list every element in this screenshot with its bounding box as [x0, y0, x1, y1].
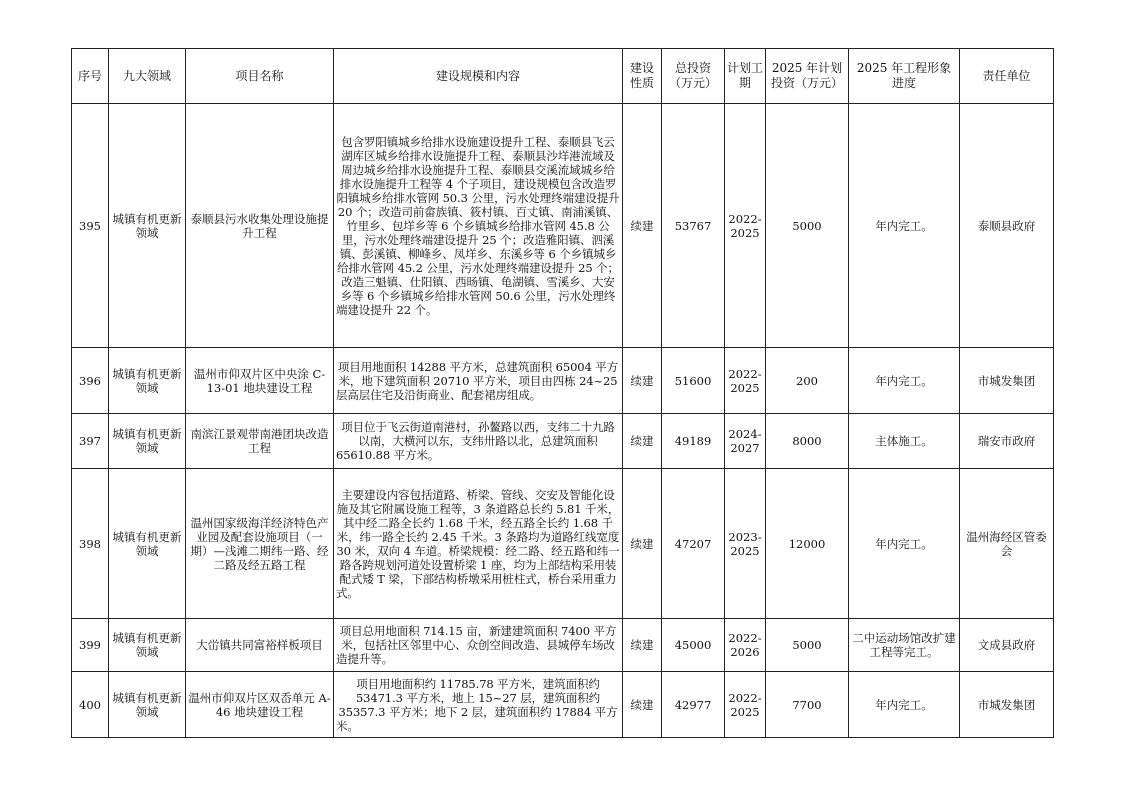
cell-name: 南滨江景观带南港团块改造工程: [186, 414, 334, 469]
cell-plan2025: 5000: [766, 619, 849, 672]
cell-name: 温州国家级海洋经济特色产业园及配套设施项目（一期）—浅滩二期纬一路、经二路及经五路工程: [186, 469, 334, 619]
cell-content: 项目用地面积 14288 平方米，总建筑面积 65004 平方米，地下建筑面积 20710 平方米，项目由四栋 24~25 层高层住宅及沿街商业、配套裙房组成。: [334, 348, 623, 414]
cell-content: 项目用地面积约 11785.78 平方米，建筑面积约 53471.3 平方米，地上 15~27 层，建筑面积约 35357.3 平方米；地下 2 层，建筑面积约 17884 平方米。: [334, 672, 623, 738]
cell-name: 泰顺县污水收集处理设施提升工程: [186, 104, 334, 348]
cell-seq: 400: [72, 672, 109, 738]
table-row: [72, 348, 1054, 414]
cell-seq: 396: [72, 348, 109, 414]
cell-unit: 文成县政府: [960, 619, 1054, 672]
cell-domain: 城镇有机更新领域: [109, 619, 186, 672]
cell-unit: 市城发集团: [960, 348, 1054, 414]
cell-period: 2022-2026: [725, 619, 766, 672]
cell-name: 温州市仰双片区中央涂 C-13-01 地块建设工程: [186, 348, 334, 414]
cell-name: 温州市仰双片区双岙单元 A-46 地块建设工程: [186, 672, 334, 738]
header-domain: 九大领域: [109, 49, 186, 104]
cell-nature: 续建: [623, 348, 662, 414]
header-name: 项目名称: [186, 49, 334, 104]
cell-domain: 城镇有机更新领域: [109, 348, 186, 414]
cell-nature: 续建: [623, 672, 662, 738]
cell-progress2025: 年内完工。: [849, 104, 960, 348]
cell-period: 2022-2025: [725, 104, 766, 348]
cell-domain: 城镇有机更新领域: [109, 469, 186, 619]
table-row: [72, 414, 1054, 469]
cell-period: 2022-2025: [725, 672, 766, 738]
cell-total: 45000: [662, 619, 725, 672]
cell-unit: 温州海经区管委会: [960, 469, 1054, 619]
cell-seq: 398: [72, 469, 109, 619]
cell-total: 42977: [662, 672, 725, 738]
table-row: [72, 672, 1054, 738]
header-progress2025: 2025 年工程形象进度: [849, 49, 960, 104]
cell-plan2025: 7700: [766, 672, 849, 738]
cell-seq: 397: [72, 414, 109, 469]
cell-progress2025: 年内完工。: [849, 469, 960, 619]
cell-period: 2022-2025: [725, 348, 766, 414]
cell-nature: 续建: [623, 619, 662, 672]
cell-seq: 395: [72, 104, 109, 348]
cell-total: 47207: [662, 469, 725, 619]
cell-period: 2023-2025: [725, 469, 766, 619]
cell-plan2025: 5000: [766, 104, 849, 348]
header-nature: 建设性质: [623, 49, 662, 104]
cell-nature: 续建: [623, 414, 662, 469]
cell-total: 49189: [662, 414, 725, 469]
header-period: 计划工期: [725, 49, 766, 104]
cell-content: 包含罗阳镇城乡给排水设施建设提升工程、泰顺县飞云湖库区城乡给排水设施提升工程、泰顺县沙垟港流域及周边城乡给排水设施提升工程、泰顺县交溪流域城乡给排水设施提升工程等 4 个子项目，建设规模包含改造罗阳镇城乡给排水管网 50.3 公里，污水处理终端建设提升 20 个；改造司前畲族镇、筱村镇、百丈镇、南浦溪镇、竹里乡、包垟乡等 6 个乡镇城乡给排水管网 45.8 公里，污水处理终端建设提升 25 个；改造雅阳镇、泗溪镇、彭溪镇、柳峰乡、凤垟乡、东溪乡等 6 个乡镇城乡给排水管网 45.2 公里，污水处理终端建设提升 25 个；改造三魁镇、仕阳镇、西旸镇、龟湖镇、雪溪乡、大安乡等 6 个乡镇城乡给排水管网 50.6 公里，污水处理终端建设提升 22 个。: [334, 104, 623, 348]
cell-plan2025: 12000: [766, 469, 849, 619]
cell-period: 2024-2027: [725, 414, 766, 469]
table-row: [72, 619, 1054, 672]
header-total: 总投资（万元）: [662, 49, 725, 104]
cell-unit: 泰顺县政府: [960, 104, 1054, 348]
cell-progress2025: 年内完工。: [849, 348, 960, 414]
cell-progress2025: 主体施工。: [849, 414, 960, 469]
table-row: [72, 469, 1054, 619]
cell-name: 大峃镇共同富裕样板项目: [186, 619, 334, 672]
cell-nature: 续建: [623, 469, 662, 619]
cell-domain: 城镇有机更新领域: [109, 104, 186, 348]
cell-plan2025: 200: [766, 348, 849, 414]
cell-seq: 399: [72, 619, 109, 672]
cell-nature: 续建: [623, 104, 662, 348]
header-plan2025: 2025 年计划投资（万元）: [766, 49, 849, 104]
cell-unit: 市城发集团: [960, 672, 1054, 738]
header-row: [72, 49, 1054, 104]
header-unit: 责任单位: [960, 49, 1054, 104]
cell-progress2025: 二中运动场馆改扩建工程等完工。: [849, 619, 960, 672]
cell-total: 53767: [662, 104, 725, 348]
cell-plan2025: 8000: [766, 414, 849, 469]
cell-unit: 瑞安市政府: [960, 414, 1054, 469]
cell-total: 51600: [662, 348, 725, 414]
cell-content: 项目总用地面积 714.15 亩，新建建筑面积 7400 平方米，包括社区邻里中心、众创空间改造、县城停车场改造提升等。: [334, 619, 623, 672]
header-content: 建设规模和内容: [334, 49, 623, 104]
cell-domain: 城镇有机更新领域: [109, 672, 186, 738]
cell-progress2025: 年内完工。: [849, 672, 960, 738]
cell-domain: 城镇有机更新领域: [109, 414, 186, 469]
cell-content: 主要建设内容包括道路、桥梁、管线、交安及智能化设施及其它附属设施工程等，3 条道路总长约 5.81 千米，其中经二路全长约 1.68 千米，经五路全长约 1.68 千米，纬一路全长约 2.45 千米。3 条路均为道路红线宽度 30 米，双向 4 车道。桥梁规模：经二路、经五路和纬一路各跨规划河道处设置桥梁 1 座，均为上部结构采用装配式矮 T 梁，下部结构桥墩采用桩柱式，桥台采用重力式。: [334, 469, 623, 619]
header-seq: 序号: [72, 49, 109, 104]
table-row: [72, 104, 1054, 348]
cell-content: 项目位于飞云街道南港村，孙鳌路以西，支纬二十九路以南，大横河以东，支纬卅路以北，总建筑面积 65610.88 平方米。: [334, 414, 623, 469]
project-table: [71, 48, 1054, 738]
